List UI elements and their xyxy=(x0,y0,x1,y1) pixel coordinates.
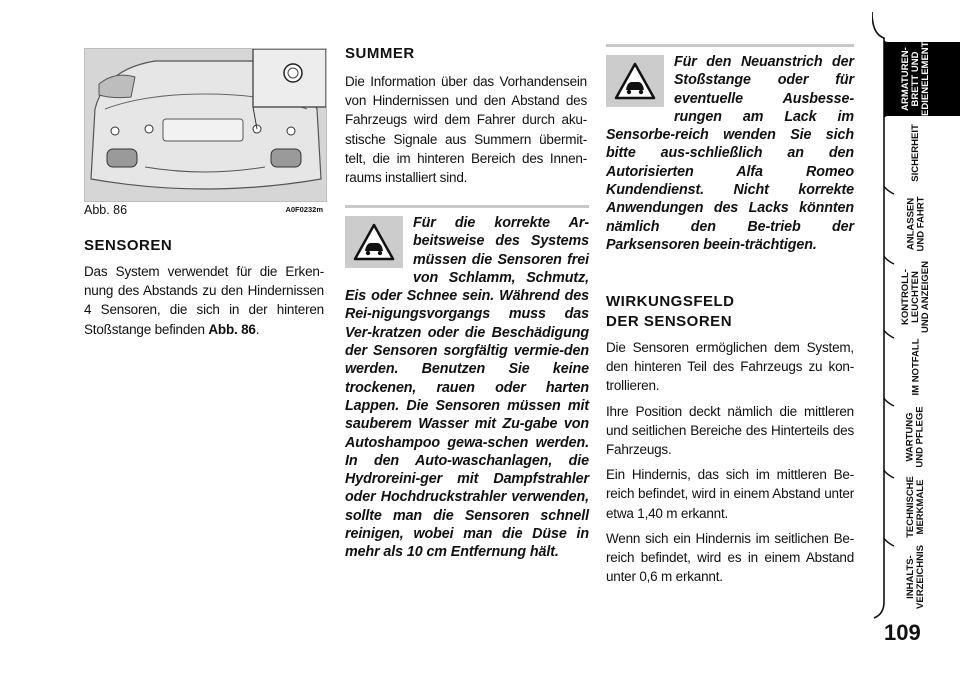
figure-rear-bumper xyxy=(84,48,327,202)
rear-bumper-illustration xyxy=(85,49,326,201)
tab-technische-merkmale[interactable] xyxy=(872,476,960,538)
chapter-nav xyxy=(872,12,960,692)
tab-armaturenbrett[interactable] xyxy=(872,35,960,123)
page-number: 109 xyxy=(884,620,921,645)
warning-cleaning-text: Für die korrekte Ar-beitsweise des Systems müssen die Sensoren frei von Schlamm, Schmutz, Eis oder Schnee sein. Während des Rei-nigungsvorgangs muss das Ver-kratzen oder die Beschädigung der Sensoren sorgfältig vermie-den werden. Benutzen Sie keine trockenen, rauen oder harten Lappen. Die Sensoren müssen mit sauberem Wasser mit Zu-gabe von Autoshampoo gewa-schen werden. In den Auto-waschanlagen, die Hydroreini-ger mit Dampfstrahler oder Hochdruckstrahler verwenden, sollte man die Sensoren schnell reinigen, wobei man die Düse in mehr als 10 cm Entfernung hält. xyxy=(345,215,589,561)
tab-label: WARTUNG UND PFLEGE xyxy=(904,406,926,468)
section-sensoren xyxy=(84,236,324,339)
car-warning-icon xyxy=(606,55,664,107)
figure-ref: Abb. 86 xyxy=(208,321,256,337)
section-summer xyxy=(345,44,587,187)
text-wirkungsfeld-3: Ein Hindernis, das sich im mittleren Be-reich befindet, wird in einem Abstand unter etwa 1,40 m erkannt. xyxy=(606,467,854,521)
tab-wartung[interactable] xyxy=(872,404,960,470)
text-wirkungsfeld-4: Wenn sich ein Hindernis im seitlichen Be-reich befindet, wird es in einem Abstand unter 0,6 m erkannt. xyxy=(606,530,854,585)
figure-label: Abb. 86 xyxy=(84,203,128,217)
car-warning-icon xyxy=(345,216,403,268)
text-wirkungsfeld-1: Die Sensoren ermöglichen dem System, den hinteren Teil des Fahrzeugs zu kon-trollieren. xyxy=(606,340,854,394)
tab-anlassen[interactable] xyxy=(872,192,960,256)
tab-label: ARMATUREN- BRETT UND BEDIENELEMENTE xyxy=(900,35,931,123)
tab-label: IM NOTFALL xyxy=(910,338,921,396)
warning-cleaning xyxy=(345,205,589,562)
text-wirkungsfeld-2: Ihre Position deckt nämlich die mittleren und seitlichen Bereiche des Hinterteils des Fahrzeugs. xyxy=(606,403,854,458)
text-sensoren-suffix: . xyxy=(255,321,260,337)
tab-im-notfall[interactable] xyxy=(872,336,960,398)
heading-sensoren: SENSOREN xyxy=(84,237,173,254)
section-wirkungsfeld xyxy=(606,292,854,586)
tab-label: ANLASSEN UND FAHRT xyxy=(904,196,926,252)
warning-paint xyxy=(606,44,854,254)
figure-caption xyxy=(84,203,325,217)
warning-rule xyxy=(606,44,854,47)
figure-code: A0F0232m xyxy=(285,205,323,214)
text-sensoren-body: Das System verwendet für die Erken-nung des Abstands zu den Hindernissen 4 Sensoren, die sich in der hinteren Stoßstange befinden xyxy=(84,264,324,337)
heading-wirkungsfeld-1: WIRKUNGSFELD xyxy=(606,293,735,310)
tab-label: INHALTS- VERZEICHNIS xyxy=(905,545,926,609)
warning-rule xyxy=(345,205,589,208)
tab-sicherheit[interactable] xyxy=(872,120,960,186)
tab-label: TECHNISCHE MERKMALE xyxy=(904,476,926,538)
text-sensoren xyxy=(84,262,324,339)
text-summer: Die Information über das Vorhandensein von Hindernissen und den Abstand des Fahrzeugs wird dem Fahrer durch aku-stische Signale aus Summern übermit-telt, die im hinteren Bereich des Innen-raums installiert sind. xyxy=(345,74,587,186)
heading-wirkungsfeld-2: DER SENSOREN xyxy=(606,313,733,330)
warning-paint-text: Für den Neuanstrich der Stoßstange oder für eventuelle Ausbesse-rungen am Lack im Sensorbe-reich wenden Sie sich bitte aus-schließlich an den Autorisierten Alfa Romeo Kundendienst. Nicht korrekte Anwendungen des Lacks könnten nämlich den Be-trieb der Parksensoren beein-trächtigen. xyxy=(606,54,854,253)
tab-inhaltsverzeichnis[interactable] xyxy=(872,544,960,610)
tab-kontrollleuchten[interactable] xyxy=(872,262,960,332)
tab-label: SICHERHEIT xyxy=(909,124,921,182)
heading-summer: SUMMER xyxy=(345,45,415,62)
tab-label: KONTROLL- LEUCHTEN UND ANZEIGEN xyxy=(900,261,931,333)
